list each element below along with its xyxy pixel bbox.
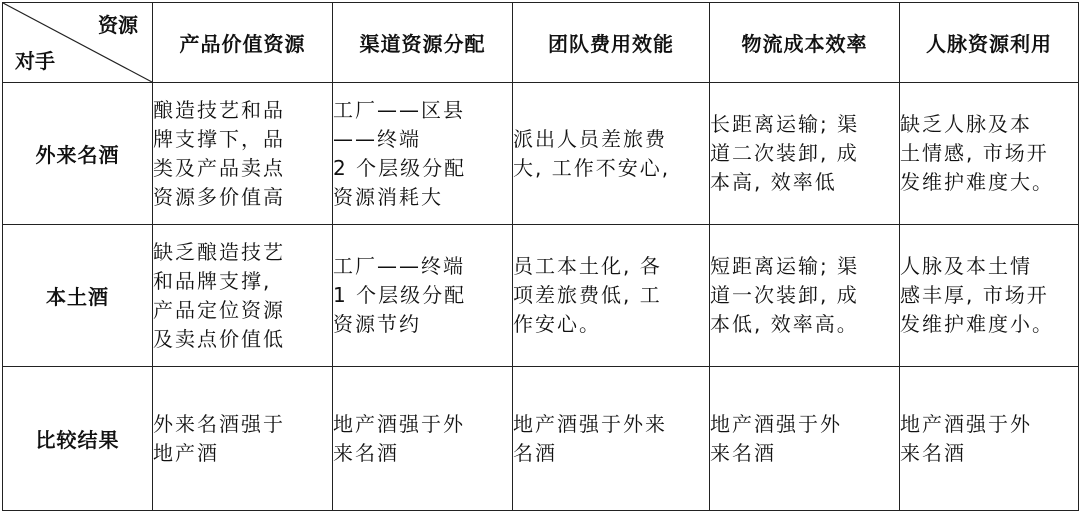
column-header-product-value: 产品价值资源 [153, 3, 333, 83]
column-header-team-cost: 团队费用效能 [513, 3, 710, 83]
table-row [3, 367, 1079, 511]
table-cell: 人脉及本土情 感丰厚, 市场开 发维护难度小。 [900, 225, 1079, 367]
table-cell: 工厂——终端 1 个层级分配 资源节约 [333, 225, 513, 367]
table-cell: 派出人员差旅费 大, 工作不安心, [513, 83, 710, 225]
table-cell: 地产酒强于外 来名酒 [333, 367, 513, 511]
row-header-local-brand: 本土酒 [3, 225, 153, 367]
column-header-logistics-cost: 物流成本效率 [710, 3, 900, 83]
table-cell: 缺乏人脉及本 土情感, 市场开 发维护难度大。 [900, 83, 1079, 225]
column-header-network-use: 人脉资源利用 [900, 3, 1079, 83]
corner-label-opponent: 对手 [15, 49, 55, 73]
corner-header-cell [3, 3, 153, 83]
table-cell: 地产酒强于外来 名酒 [513, 367, 710, 511]
corner-label-resource: 资源 [98, 13, 138, 37]
comparison-table [2, 2, 1079, 511]
header-row [3, 3, 1079, 83]
table-cell: 地产酒强于外 来名酒 [710, 367, 900, 511]
table-cell: 工厂——区县 ——终端 2 个层级分配 资源消耗大 [333, 83, 513, 225]
table-cell: 酿造技艺和品 牌支撑下，品 类及产品卖点 资源多价值高 [153, 83, 333, 225]
table-cell: 外来名酒强于 地产酒 [153, 367, 333, 511]
table-cell: 长距离运输; 渠 道二次装卸, 成 本高, 效率低 [710, 83, 900, 225]
table-cell: 地产酒强于外 来名酒 [900, 367, 1079, 511]
table-cell: 缺乏酿造技艺 和品牌支撑, 产品定位资源 及卖点价值低 [153, 225, 333, 367]
column-header-channel-allocation: 渠道资源分配 [333, 3, 513, 83]
row-header-foreign-brand: 外来名酒 [3, 83, 153, 225]
row-header-comparison-result: 比较结果 [3, 367, 153, 511]
table-cell: 员工本土化, 各 项差旅费低, 工 作安心。 [513, 225, 710, 367]
table-cell: 短距离运输; 渠 道一次装卸, 成 本低, 效率高。 [710, 225, 900, 367]
table-row [3, 83, 1079, 225]
table-row [3, 225, 1079, 367]
